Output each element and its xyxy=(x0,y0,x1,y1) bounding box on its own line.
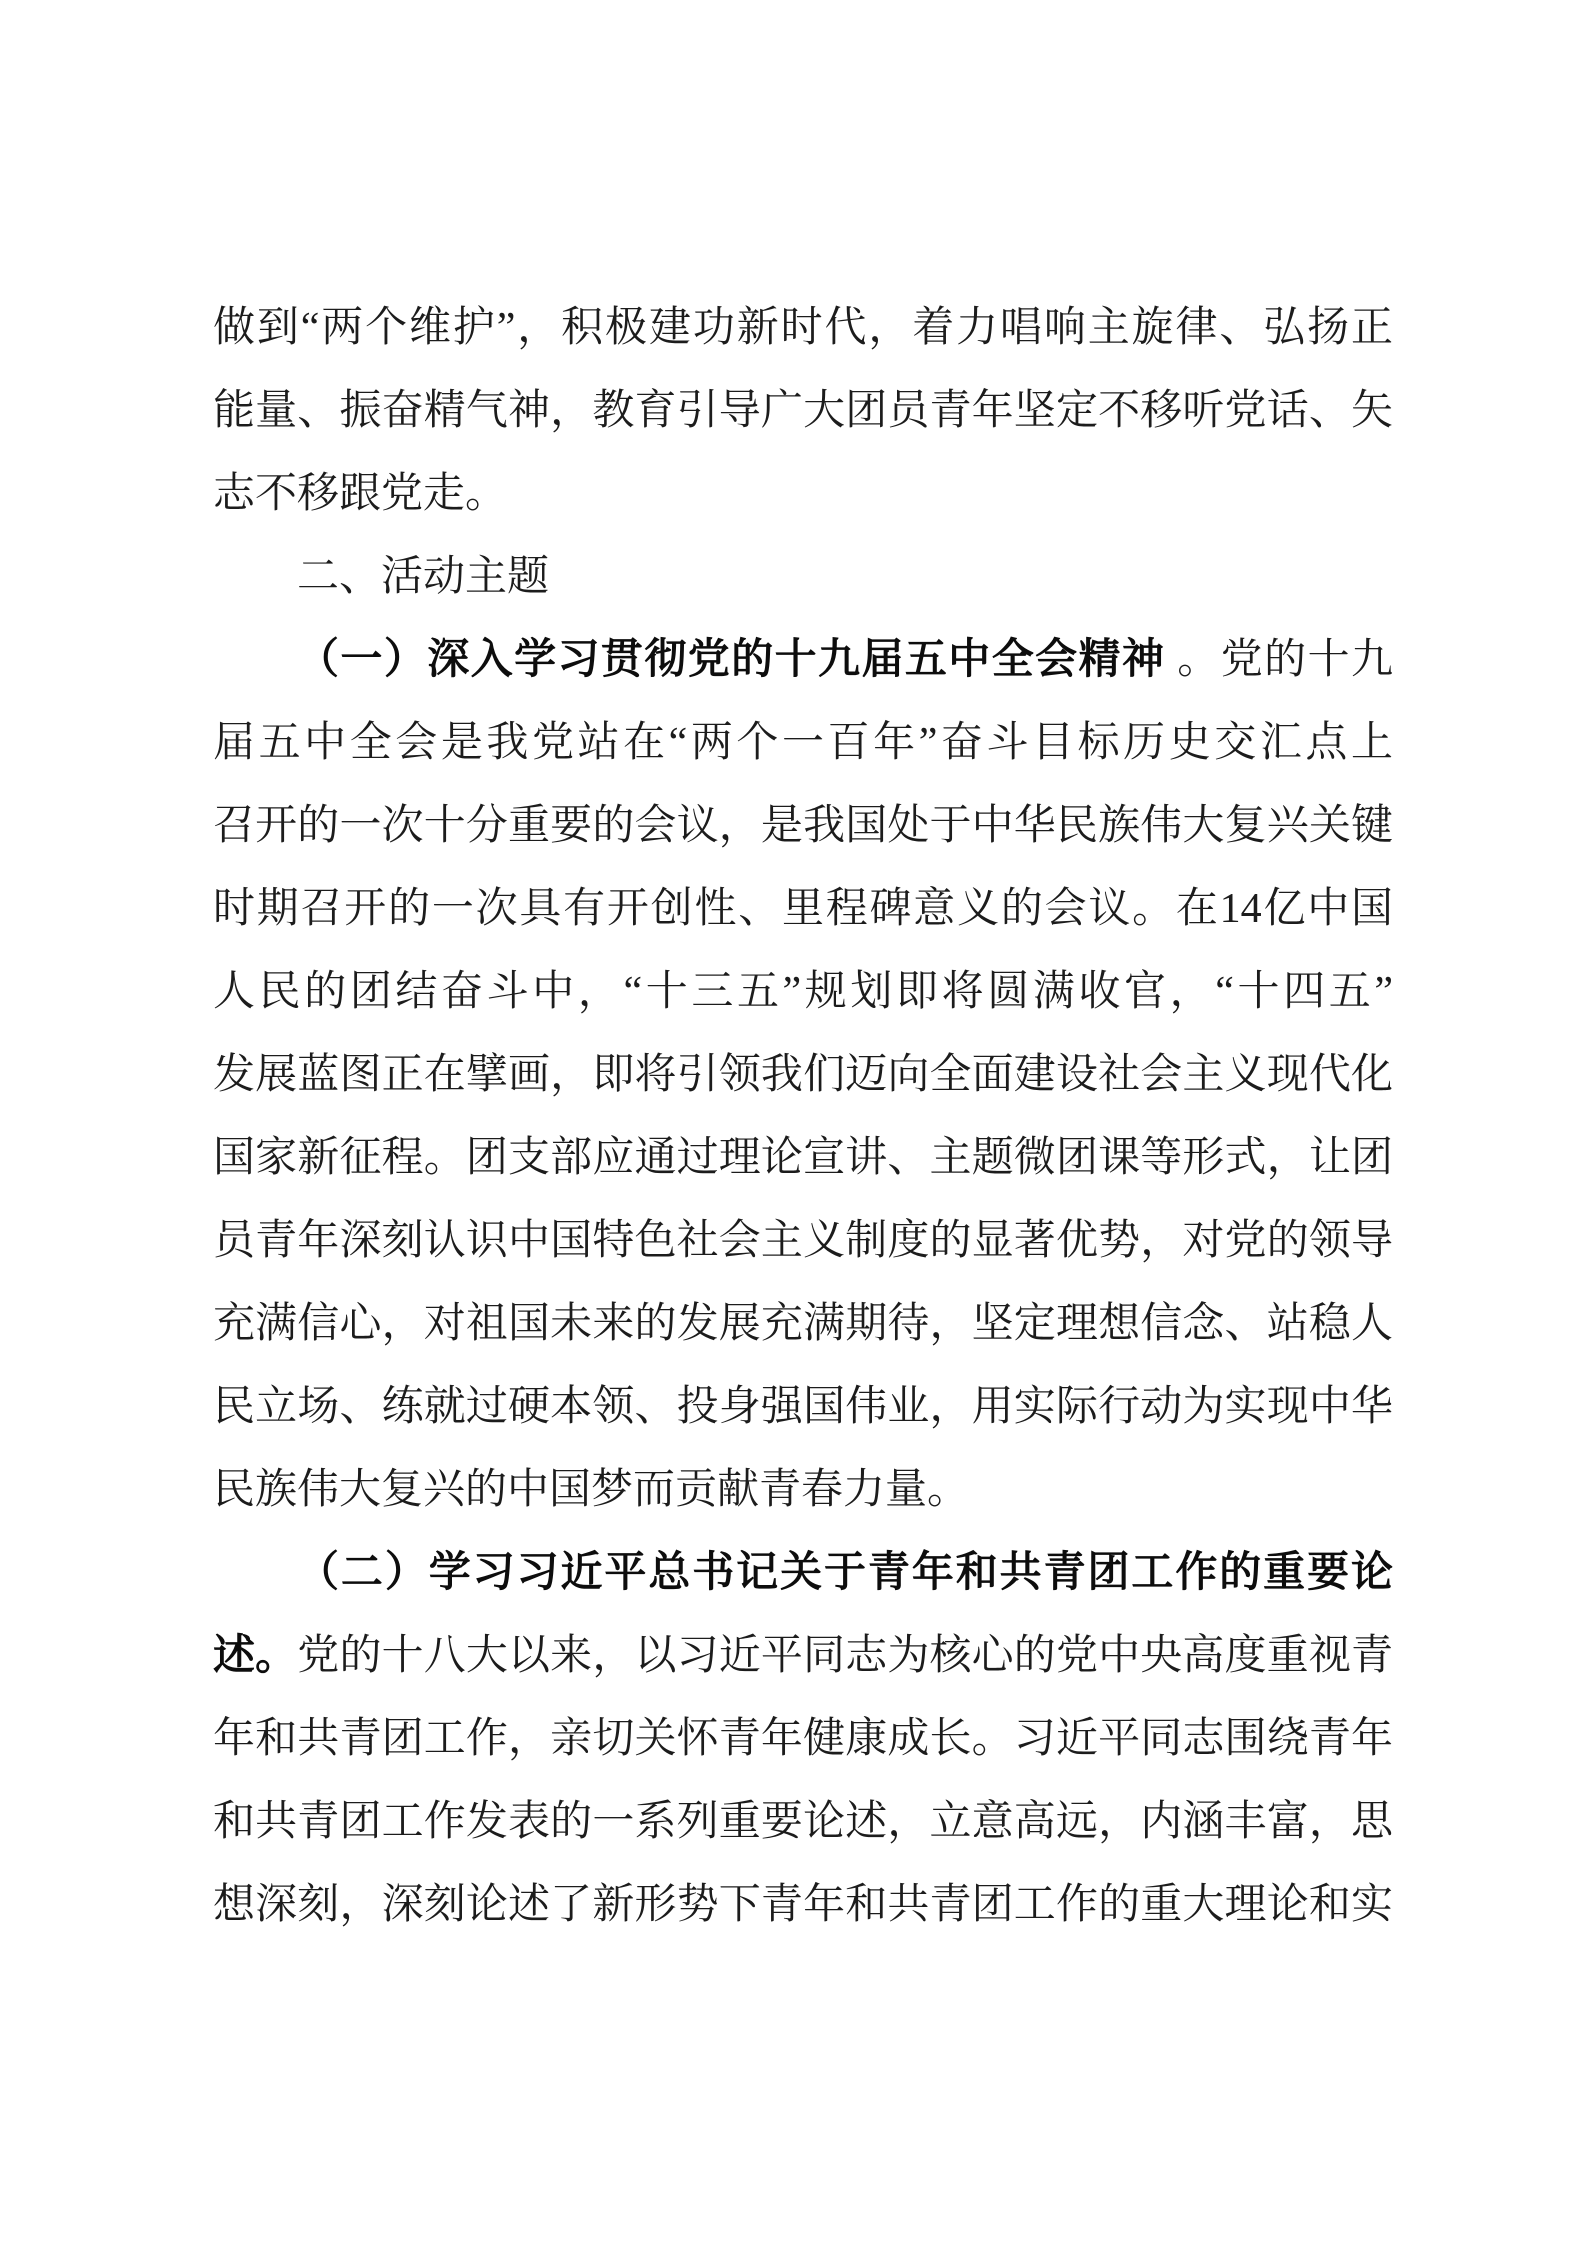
text-line xyxy=(213,1532,1393,1615)
text-line xyxy=(213,868,1393,951)
emphasis-text-run: （二）学习习近平总书记关于青年和共青团工作的重要论 xyxy=(297,1550,1393,1596)
text-run: 二、活动主题 xyxy=(297,554,550,600)
para-continued-from-previous-page xyxy=(213,287,1393,536)
text-run: 充满信心，对祖国未来的发展充满期待，坚定理想信念、站稳人 xyxy=(213,1301,1393,1347)
text-line xyxy=(213,1117,1393,1200)
para-topic-2 xyxy=(213,1532,1393,1947)
text-run: 做到“两个维护”，积极建功新时代，着力唱响主旋律、弘扬正 xyxy=(213,305,1393,351)
text-line xyxy=(213,453,1393,536)
text-line xyxy=(213,619,1393,702)
text-run: 届五中全会是我党站在“两个一百年”奋斗目标历史交汇点上 xyxy=(213,720,1393,766)
text-run: 员青年深刻认识中国特色社会主义制度的显著优势，对党的领导 xyxy=(213,1218,1393,1264)
text-run: 想深刻，深刻论述了新形势下青年和共青团工作的重大理论和实 xyxy=(213,1882,1393,1928)
text-line xyxy=(213,785,1393,868)
text-line xyxy=(213,1864,1393,1947)
text-line xyxy=(213,287,1393,370)
section-heading-2 xyxy=(213,536,1393,619)
text-line xyxy=(213,1034,1393,1117)
text-run: 发展蓝图正在擘画，即将引领我们迈向全面建设社会主义现代化 xyxy=(213,1052,1393,1098)
text-line xyxy=(213,951,1393,1034)
text-run: 民立场、练就过硬本领、投身强国伟业，用实际行动为实现中华 xyxy=(213,1384,1393,1430)
text-line xyxy=(213,1366,1393,1449)
text-run: 时期召开的一次具有开创性、里程碑意义的会议。在14亿中国 xyxy=(213,886,1393,932)
text-line xyxy=(213,1200,1393,1283)
text-run: 党的十八大以来，以习近平同志为核心的党中央高度重视青 xyxy=(297,1633,1393,1679)
text-run: 国家新征程。团支部应通过理论宣讲、主题微团课等形式，让团 xyxy=(213,1135,1393,1181)
text-line xyxy=(213,702,1393,785)
text-line xyxy=(213,1615,1393,1698)
text-line xyxy=(213,370,1393,453)
text-line xyxy=(213,536,1393,619)
emphasis-text-run: 述。 xyxy=(213,1633,298,1679)
text-line xyxy=(213,1283,1393,1366)
text-line xyxy=(213,1449,1393,1532)
document-body xyxy=(213,287,1393,1947)
text-run: 。党的十九 xyxy=(1165,637,1393,683)
text-run: 人民的团结奋斗中，“十三五”规划即将圆满收官，“十四五” xyxy=(213,969,1393,1015)
emphasis-text-run: （一）深入学习贯彻党的十九届五中全会精神 xyxy=(297,637,1166,683)
text-run: 召开的一次十分重要的会议，是我国处于中华民族伟大复兴关键 xyxy=(213,803,1393,849)
text-run: 和共青团工作发表的一系列重要论述，立意高远，内涵丰富，思 xyxy=(213,1799,1393,1845)
text-line xyxy=(213,1698,1393,1781)
text-line xyxy=(213,1781,1393,1864)
text-run: 志不移跟党走。 xyxy=(213,471,508,517)
para-topic-1 xyxy=(213,619,1393,1532)
text-run: 民族伟大复兴的中国梦而贡献青春力量。 xyxy=(213,1467,970,1513)
text-run: 能量、振奋精气神，教育引导广大团员青年坚定不移听党话、矢 xyxy=(213,388,1393,434)
text-run: 年和共青团工作，亲切关怀青年健康成长。习近平同志围绕青年 xyxy=(213,1716,1393,1762)
